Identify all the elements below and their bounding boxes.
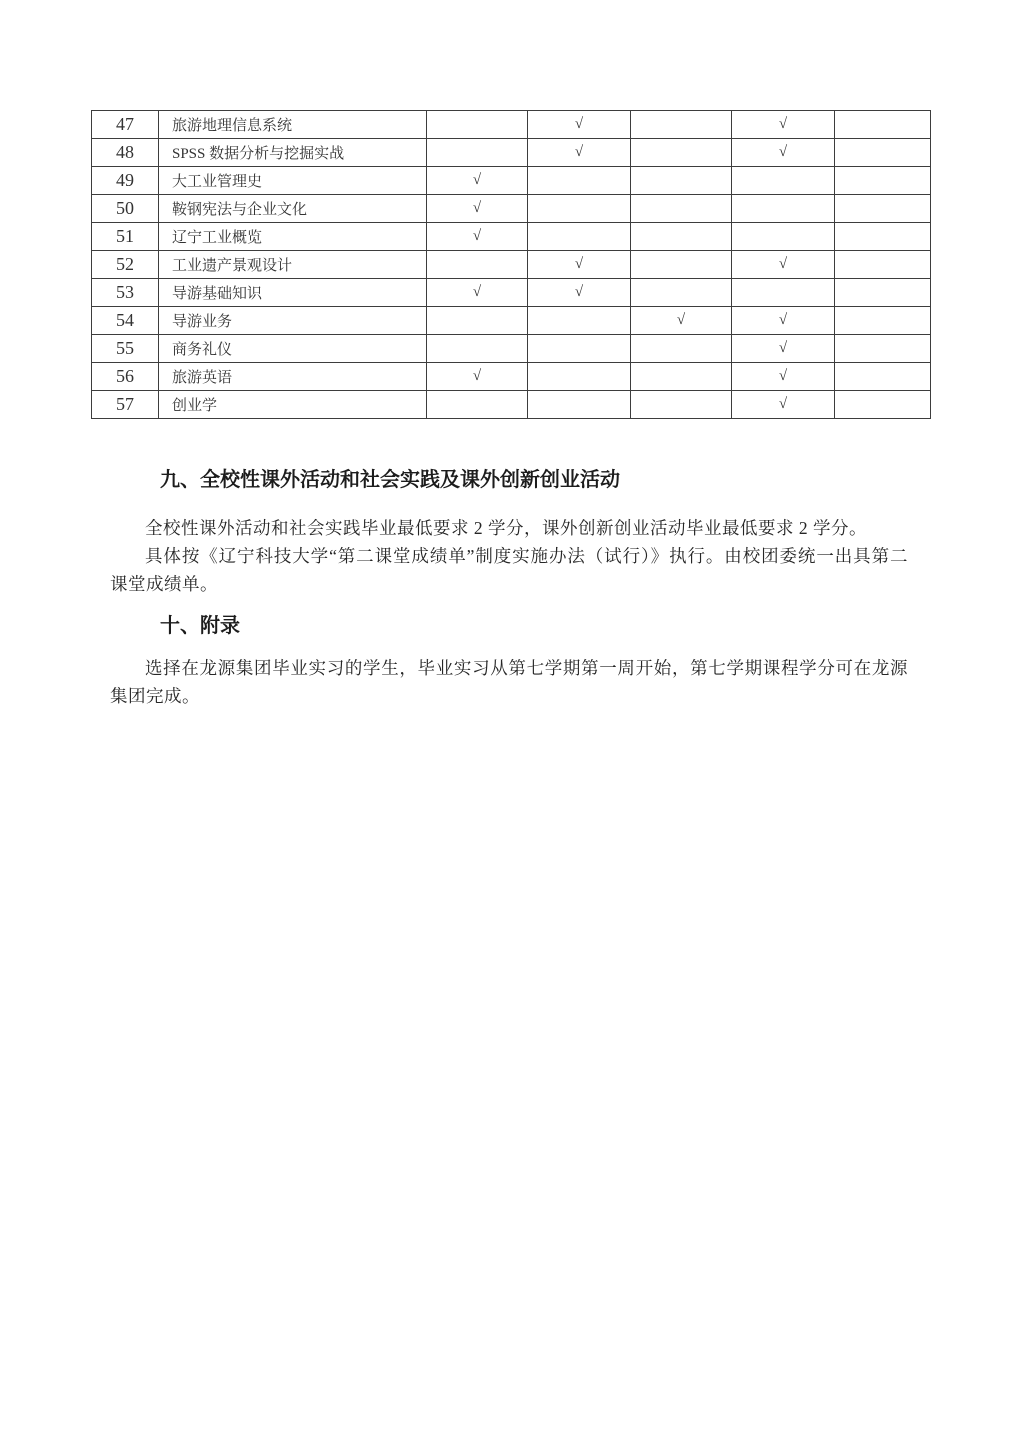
course-number-cell: 50 <box>92 195 159 223</box>
empty-cell <box>427 139 528 167</box>
checkmark-cell: √ <box>427 223 528 251</box>
empty-cell <box>631 167 732 195</box>
course-name-cell: 工业遗产景观设计 <box>159 251 427 279</box>
course-table <box>91 110 931 419</box>
course-number-cell: 54 <box>92 307 159 335</box>
course-name-cell: 导游基础知识 <box>159 279 427 307</box>
table-row <box>92 391 931 419</box>
checkmark-cell: √ <box>732 391 835 419</box>
checkmark-cell: √ <box>427 167 528 195</box>
empty-cell <box>835 139 931 167</box>
checkmark-cell: √ <box>732 111 835 139</box>
section-9-paragraph-2: 具体按《辽宁科技大学“第二课堂成绩单”制度实施办法（试行）》执行。由校团委统一出具第二课堂成绩单。 <box>110 546 908 594</box>
table-row <box>92 279 931 307</box>
course-table-body <box>92 111 931 419</box>
empty-cell <box>835 251 931 279</box>
empty-cell <box>427 111 528 139</box>
text-content <box>110 466 908 710</box>
empty-cell <box>631 111 732 139</box>
course-number-cell: 55 <box>92 335 159 363</box>
empty-cell <box>835 111 931 139</box>
checkmark-cell: √ <box>732 335 835 363</box>
empty-cell <box>528 195 631 223</box>
empty-cell <box>732 195 835 223</box>
course-name-cell: 辽宁工业概览 <box>159 223 427 251</box>
checkmark-cell: √ <box>631 307 732 335</box>
table-row <box>92 195 931 223</box>
empty-cell <box>732 279 835 307</box>
course-number-cell: 56 <box>92 363 159 391</box>
section-10-paragraph-1: 选择在龙源集团毕业实习的学生，毕业实习从第七学期第一周开始，第七学期课程学分可在龙源集团完成。 <box>110 658 908 706</box>
empty-cell <box>528 335 631 363</box>
course-name-cell: 导游业务 <box>159 307 427 335</box>
section-10-heading: 十、附录 <box>160 615 240 637</box>
empty-cell <box>528 363 631 391</box>
empty-cell <box>631 195 732 223</box>
empty-cell <box>835 307 931 335</box>
checkmark-cell: √ <box>528 111 631 139</box>
empty-cell <box>631 251 732 279</box>
empty-cell <box>528 307 631 335</box>
course-name-cell: SPSS 数据分析与挖掘实战 <box>159 139 427 167</box>
course-name-cell: 创业学 <box>159 391 427 419</box>
course-name-cell: 旅游英语 <box>159 363 427 391</box>
empty-cell <box>835 391 931 419</box>
checkmark-cell: √ <box>427 195 528 223</box>
checkmark-cell: √ <box>732 363 835 391</box>
course-name-cell: 旅游地理信息系统 <box>159 111 427 139</box>
checkmark-cell: √ <box>427 279 528 307</box>
empty-cell <box>835 335 931 363</box>
empty-cell <box>631 223 732 251</box>
course-number-cell: 51 <box>92 223 159 251</box>
table-row <box>92 111 931 139</box>
table-row <box>92 139 931 167</box>
course-name-cell: 鞍钢宪法与企业文化 <box>159 195 427 223</box>
empty-cell <box>732 167 835 195</box>
empty-cell <box>427 307 528 335</box>
checkmark-cell: √ <box>732 139 835 167</box>
course-number-cell: 52 <box>92 251 159 279</box>
table-row <box>92 251 931 279</box>
course-name-cell: 大工业管理史 <box>159 167 427 195</box>
checkmark-cell: √ <box>732 307 835 335</box>
empty-cell <box>835 279 931 307</box>
table-row <box>92 167 931 195</box>
empty-cell <box>427 251 528 279</box>
empty-cell <box>631 335 732 363</box>
empty-cell <box>631 391 732 419</box>
empty-cell <box>835 223 931 251</box>
empty-cell <box>631 279 732 307</box>
course-number-cell: 49 <box>92 167 159 195</box>
empty-cell <box>528 391 631 419</box>
course-number-cell: 53 <box>92 279 159 307</box>
section-9-paragraph-1: 全校性课外活动和社会实践毕业最低要求 2 学分，课外创新创业活动毕业最低要求 2 学分。 <box>145 518 867 538</box>
table-row <box>92 335 931 363</box>
empty-cell <box>835 167 931 195</box>
empty-cell <box>427 391 528 419</box>
checkmark-cell: √ <box>732 251 835 279</box>
empty-cell <box>835 363 931 391</box>
empty-cell <box>835 195 931 223</box>
empty-cell <box>631 139 732 167</box>
checkmark-cell: √ <box>427 363 528 391</box>
course-number-cell: 48 <box>92 139 159 167</box>
course-number-cell: 57 <box>92 391 159 419</box>
checkmark-cell: √ <box>528 279 631 307</box>
course-name-cell: 商务礼仪 <box>159 335 427 363</box>
checkmark-cell: √ <box>528 139 631 167</box>
table-row <box>92 363 931 391</box>
empty-cell <box>427 335 528 363</box>
checkmark-cell: √ <box>528 251 631 279</box>
table-row <box>92 307 931 335</box>
empty-cell <box>528 167 631 195</box>
table-row <box>92 223 931 251</box>
course-number-cell: 47 <box>92 111 159 139</box>
section-9-heading: 九、全校性课外活动和社会实践及课外创新创业活动 <box>160 469 620 491</box>
empty-cell <box>631 363 732 391</box>
empty-cell <box>732 223 835 251</box>
empty-cell <box>528 223 631 251</box>
